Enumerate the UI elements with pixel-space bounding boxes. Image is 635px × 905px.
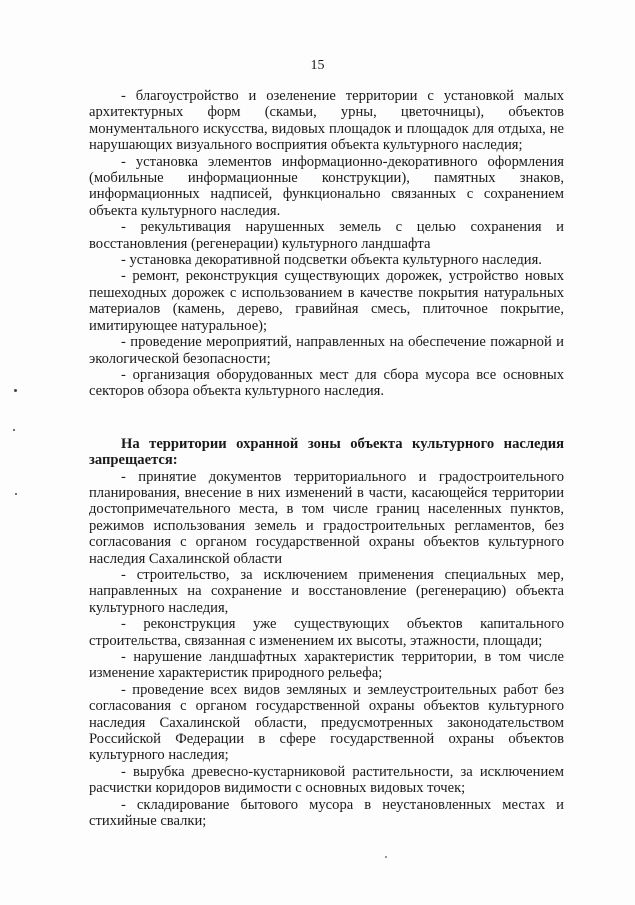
page-number: 15 [310, 58, 325, 73]
list-item: - установка элементов информационно-декоративного оформления (мобильные информационные конструкции), памятных знаков, информационных надписей, функционально связанных с сохранением объекта культурного наследия. [89, 153, 564, 219]
list-item: - проведение мероприятий, направленных на обеспечение пожарной и экологической безопасности; [89, 334, 564, 367]
list-item: - реконструкция уже существующих объектов капитального строительства, связанная с изменением их высоты, этажности, площади; [89, 616, 564, 649]
list-item: - проведение всех видов земляных и землеустроительных работ без согласования с органом государственной охраны объектов культурного наследия Сахалинской области, предусмотренных законодательством Российской Федерации в сфере государственной охраны объектов культурного наследия; [89, 681, 564, 764]
scan-speck [14, 389, 17, 392]
list-item: - принятие документов территориального и градостроительного планирования, внесение в них изменений в части, касающейся территории достопримечательного места, в том числе границ населенных пунктов, режимов использования земель и градостроительных регламентов, без согласования с органом государственной охраны объектов культурного наследия Сахалинской области [89, 468, 564, 567]
section-heading: На территории охранной зоны объекта культурного наследия запрещается: [89, 435, 564, 469]
list-item: - строительство, за исключением применения специальных мер, направленных на сохранение и восстановление (регенерацию) объекта культурного наследия, [89, 566, 564, 616]
list-item: - благоустройство и озеленение территории с установкой малых архитектурных форм (скамьи, урны, цветочницы), объектов монументального искусства, видовых площадок и площадок для отдыха, не нарушающих визуального восприятия объекта культурного наследия; [89, 88, 564, 154]
list-item: - ремонт, реконструкция существующих дорожек, устройство новых пешеходных дорожек с использованием в качестве покрытия натуральных материалов (камень, дерево, гравийная смесь, плиточное покрытие, имитирующее натуральное); [89, 268, 564, 334]
scan-speck [15, 493, 17, 495]
list-item: - организация оборудованных мест для сбора мусора все основных секторов обзора объекта культурного наследия. [89, 366, 564, 400]
document-body [89, 88, 564, 829]
list-item: - вырубка древесно-кустарниковой растительности, за исключением расчистки коридоров видимости с основных видовых точек; [89, 763, 564, 797]
scan-speck [13, 429, 15, 431]
list-item: - установка декоративной подсветки объекта культурного наследия. [121, 252, 542, 269]
list-item: - рекультивация нарушенных земель с целью сохранения и восстановления (регенерации) культурного ландшафта [89, 219, 564, 252]
list-item: - складирование бытового мусора в неустановленных местах и стихийные свалки; [89, 796, 564, 830]
list-item: - нарушение ландшафтных характеристик территории, в том числе изменение характеристик природного рельефа; [89, 649, 564, 682]
scan-speck [385, 856, 387, 858]
